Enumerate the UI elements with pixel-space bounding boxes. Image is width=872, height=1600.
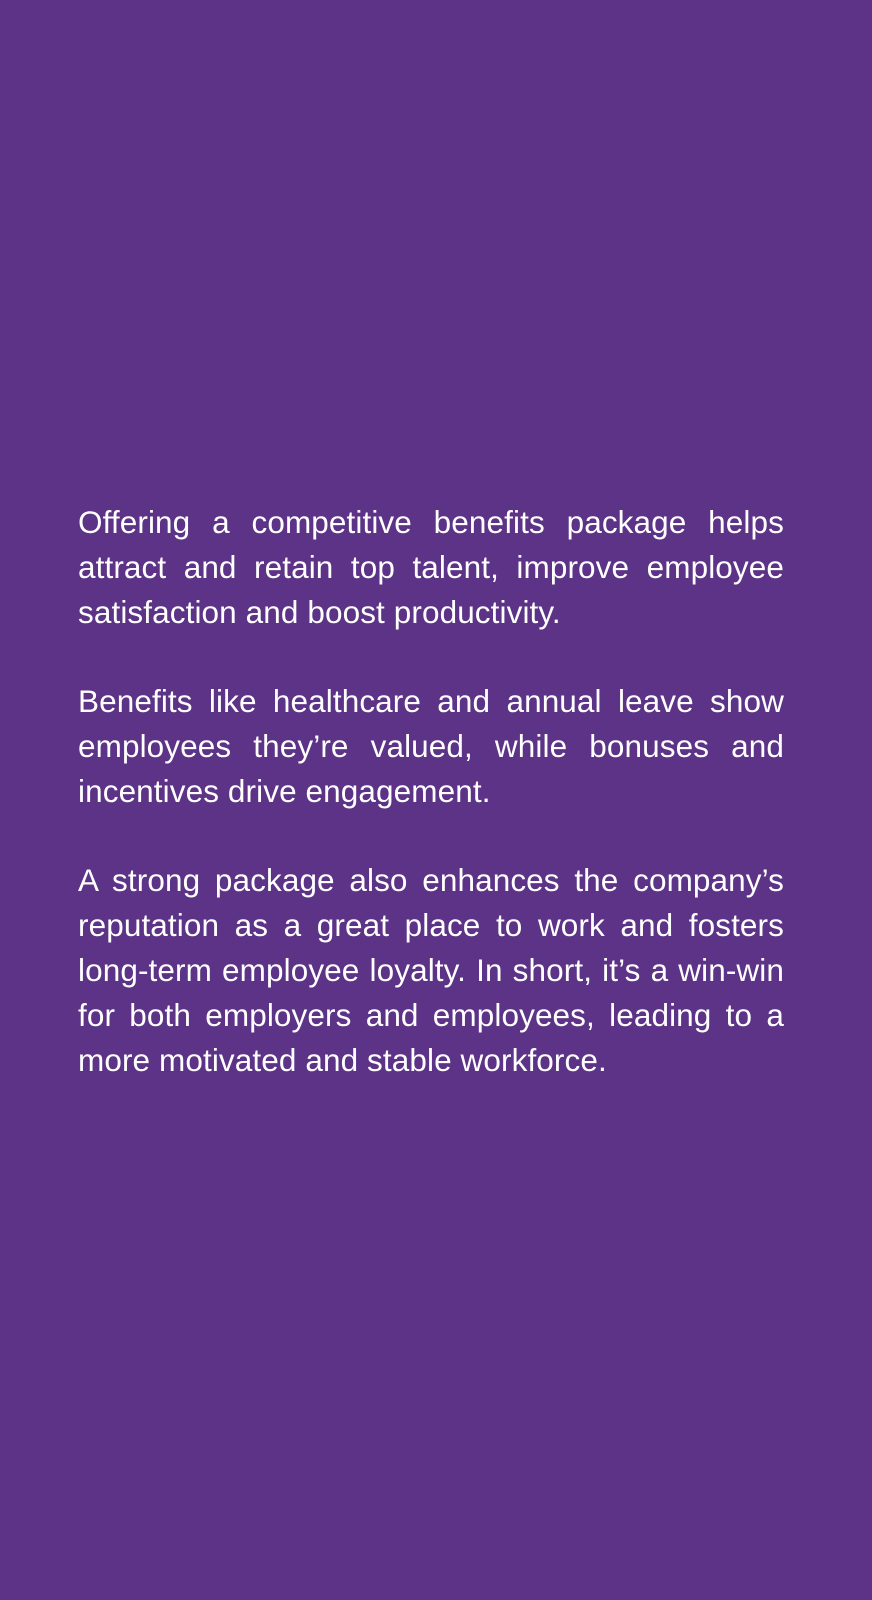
body-text-block (78, 500, 784, 1083)
paragraph-1: Offering a competitive benefits package helps attract and retain top talent, improve employee satisfaction and boost productivity. (78, 504, 784, 630)
paragraph-2: Benefits like healthcare and annual leave show employees they’re valued, while bonuses and incentives drive engagement. (78, 683, 784, 809)
paragraph-3: A strong package also enhances the company’s reputation as a great place to work and fosters long-term employee loyalty. In short, it’s a win-win for both employers and employees, leading to a more motivated and stable workforce. (78, 862, 784, 1078)
